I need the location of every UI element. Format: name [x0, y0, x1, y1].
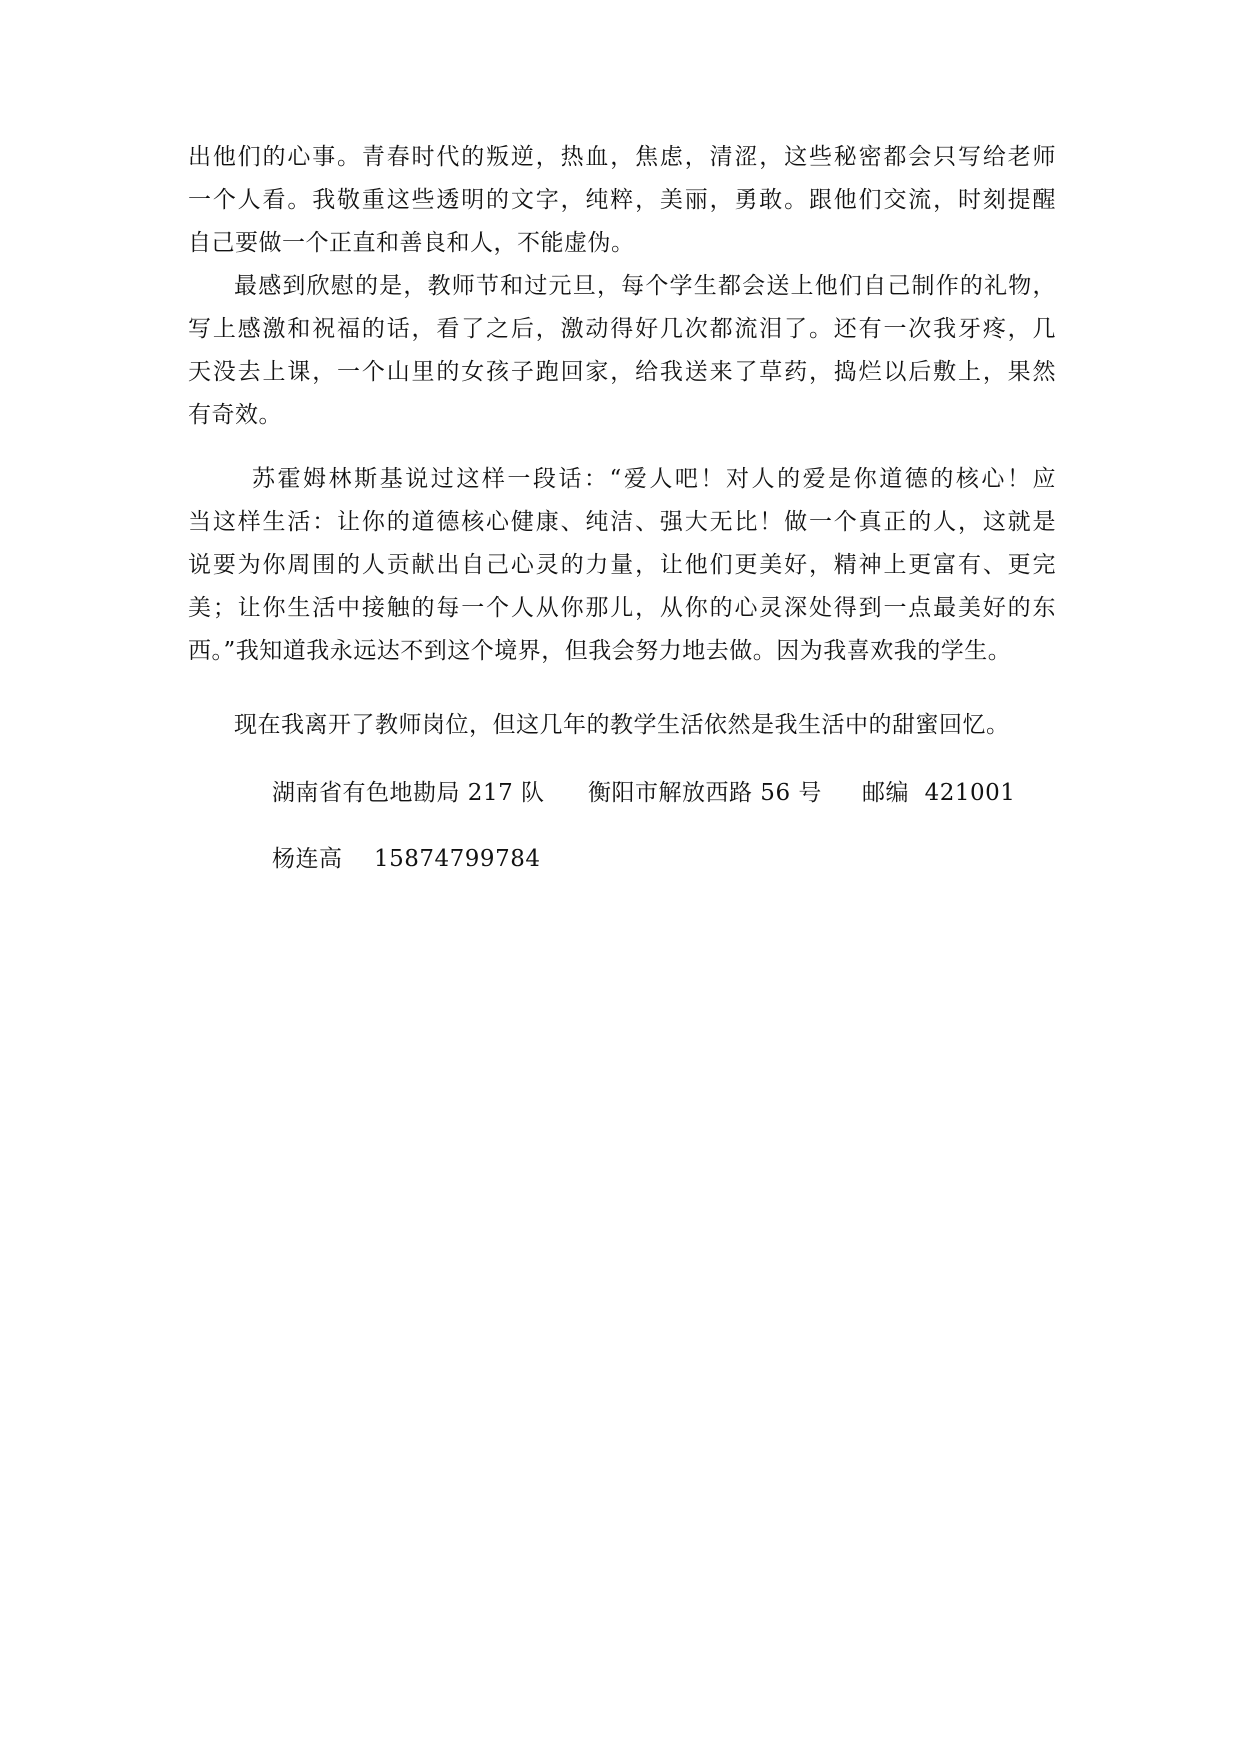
paragraph-4: 现在我离开了教师岗位，但这几年的教学生活依然是我生活中的甜蜜回忆。	[234, 712, 1010, 738]
address-street: 衡阳市解放西路 56 号	[588, 780, 822, 806]
paragraph-2-line-3: 天没去上课，一个山里的女孩子跑回家，给我送来了草药，捣烂以后敷上，果然	[188, 359, 1056, 385]
paragraph-2-line-2: 写上感激和祝福的话，看了之后，激动得好几次都流泪了。还有一次我牙疼，几	[188, 316, 1056, 342]
address-postcode: 邮编 421001	[862, 780, 1016, 806]
address-unit: 湖南省有色地勘局 217 队	[272, 780, 545, 806]
paragraph-3-line-4: 美；让你生活中接触的每一个人从你那儿，从你的心灵深处得到一点最美好的东	[188, 595, 1056, 621]
contact-name: 杨连高	[272, 846, 343, 872]
paragraph-3-line-2: 当这样生活：让你的道德核心健康、纯洁、强大无比！做一个真正的人，这就是	[188, 509, 1056, 535]
paragraph-2-line-4: 有奇效。	[188, 402, 282, 428]
paragraph-2-line-1: 最感到欣慰的是，教师节和过元旦，每个学生都会送上他们自己制作的礼物，	[234, 273, 1056, 299]
paragraph-1-line-2: 一个人看。我敬重这些透明的文字，纯粹，美丽，勇敢。跟他们交流，时刻提醒	[188, 187, 1056, 213]
paragraph-3-line-1: 苏霍姆林斯基说过这样一段话：“爱人吧！对人的爱是你道德的核心！应	[252, 466, 1056, 492]
paragraph-1-line-3: 自己要做一个正直和善良和人，不能虚伪。	[188, 230, 635, 256]
paragraph-1-line-1: 出他们的心事。青春时代的叛逆，热血，焦虑，清涩，这些秘密都会只写给老师	[188, 144, 1056, 170]
paragraph-3-line-5: 西。”我知道我永远达不到这个境界，但我会努力地去做。因为我喜欢我的学生。	[188, 638, 1012, 664]
paragraph-2	[188, 265, 1056, 437]
paragraph-3-line-3: 说要为你周围的人贡献出自己心灵的力量，让他们更美好，精神上更富有、更完	[188, 552, 1056, 578]
contact-phone: 15874799784	[374, 846, 541, 872]
paragraph-3	[188, 458, 1056, 673]
paragraph-1	[188, 136, 1056, 265]
